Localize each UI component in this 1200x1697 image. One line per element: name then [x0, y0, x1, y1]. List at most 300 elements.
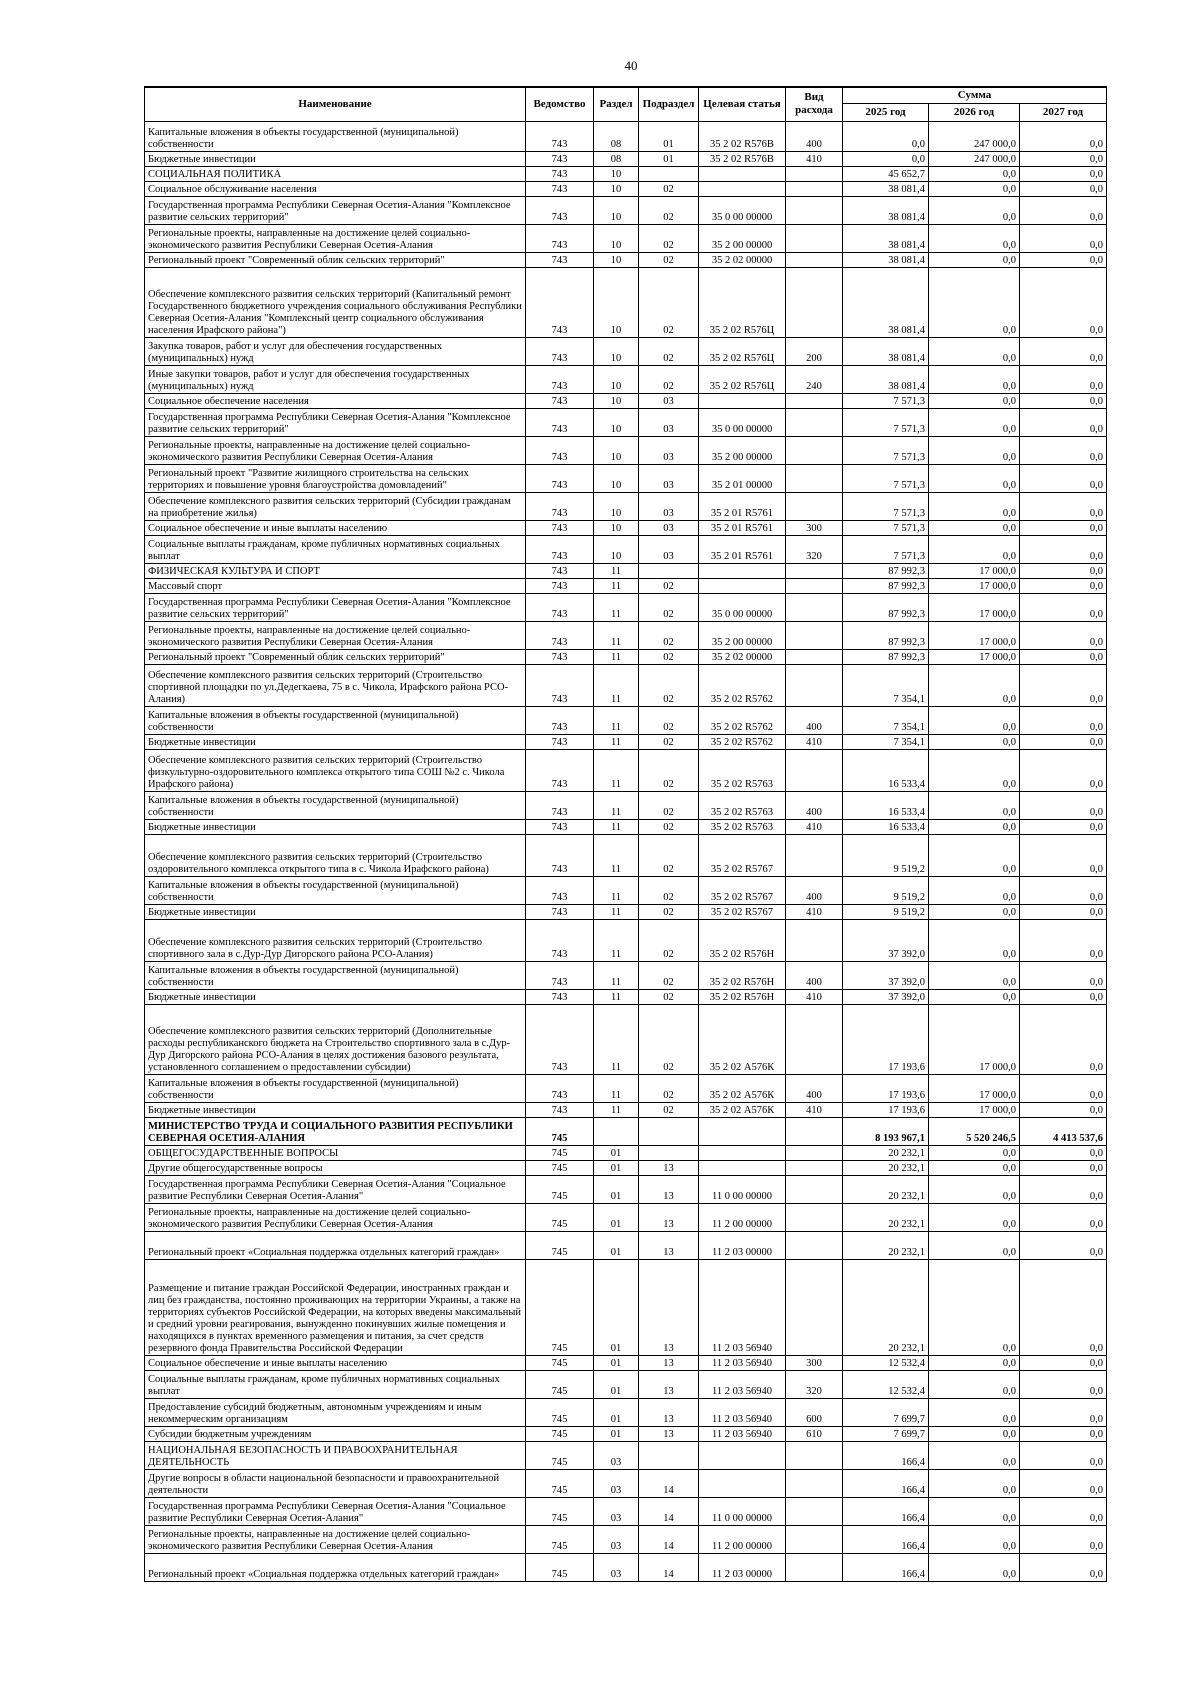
cell-2026: 0,0 — [929, 734, 1020, 749]
cell-2025: 7 571,3 — [843, 436, 929, 464]
cell-dept: 743 — [526, 706, 594, 734]
cell-2027: 0,0 — [1020, 1441, 1107, 1469]
cell-section: 01 — [594, 1355, 639, 1370]
cell-exp-type: 610 — [786, 1426, 843, 1441]
cell-section: 10 — [594, 535, 639, 563]
cell-2025: 7 354,1 — [843, 734, 929, 749]
cell-exp-type: 410 — [786, 734, 843, 749]
cell-2027: 0,0 — [1020, 1525, 1107, 1553]
cell-2025: 7 571,3 — [843, 408, 929, 436]
cell-target: 11 2 00 00000 — [699, 1525, 786, 1553]
cell-name: Обеспечение комплексного развития сельских территорий (Строительство оздоровительного комплекса открытого типа в с. Чикола Ирафского района) — [145, 834, 526, 876]
cell-dept: 745 — [526, 1441, 594, 1469]
cell-2026: 0,0 — [929, 876, 1020, 904]
cell-target — [699, 578, 786, 593]
cell-section: 01 — [594, 1231, 639, 1259]
cell-name: Бюджетные инвестиции — [145, 734, 526, 749]
cell-name: Региональные проекты, направленные на достижение целей социально-экономического развития Республики Северная Осетия-Алания — [145, 224, 526, 252]
cell-2027: 0,0 — [1020, 749, 1107, 791]
cell-section: 11 — [594, 819, 639, 834]
cell-dept: 743 — [526, 649, 594, 664]
cell-subsection: 13 — [639, 1370, 699, 1398]
cell-2025: 7 571,3 — [843, 535, 929, 563]
table-row — [145, 706, 1107, 734]
cell-2025: 38 081,4 — [843, 267, 929, 337]
cell-2025: 20 232,1 — [843, 1175, 929, 1203]
cell-2025: 8 193 967,1 — [843, 1117, 929, 1145]
cell-name: ОБЩЕГОСУДАРСТВЕННЫЕ ВОПРОСЫ — [145, 1145, 526, 1160]
cell-name: Иные закупки товаров, работ и услуг для обеспечения государственных (муниципальных) нужд — [145, 365, 526, 393]
cell-section: 11 — [594, 1102, 639, 1117]
table-row — [145, 224, 1107, 252]
cell-2027: 0,0 — [1020, 876, 1107, 904]
cell-name: Капитальные вложения в объекты государственной (муниципальной) собственности — [145, 1074, 526, 1102]
cell-name: Капитальные вложения в объекты государственной (муниципальной) собственности — [145, 791, 526, 819]
cell-2025: 38 081,4 — [843, 196, 929, 224]
cell-2025: 20 232,1 — [843, 1160, 929, 1175]
cell-dept: 743 — [526, 267, 594, 337]
cell-section: 01 — [594, 1175, 639, 1203]
cell-subsection: 02 — [639, 904, 699, 919]
cell-2025: 166,4 — [843, 1441, 929, 1469]
cell-section: 11 — [594, 621, 639, 649]
cell-2027: 0,0 — [1020, 196, 1107, 224]
cell-exp-type: 410 — [786, 1102, 843, 1117]
cell-2025: 7 699,7 — [843, 1398, 929, 1426]
cell-2026: 0,0 — [929, 492, 1020, 520]
cell-2026: 247 000,0 — [929, 151, 1020, 166]
cell-2026: 0,0 — [929, 791, 1020, 819]
table-row — [145, 919, 1107, 961]
cell-exp-type: 410 — [786, 989, 843, 1004]
cell-dept: 743 — [526, 621, 594, 649]
table-row — [145, 664, 1107, 706]
cell-2026: 247 000,0 — [929, 121, 1020, 151]
cell-name: Социальные выплаты гражданам, кроме публичных нормативных социальных выплат — [145, 535, 526, 563]
cell-subsection: 03 — [639, 408, 699, 436]
cell-section: 11 — [594, 706, 639, 734]
table-row — [145, 1398, 1107, 1426]
cell-name: Бюджетные инвестиции — [145, 819, 526, 834]
cell-2027: 0,0 — [1020, 464, 1107, 492]
cell-name: НАЦИОНАЛЬНАЯ БЕЗОПАСНОСТЬ И ПРАВООХРАНИТЕЛЬНАЯ ДЕЯТЕЛЬНОСТЬ — [145, 1441, 526, 1469]
cell-name: Региональный проект «Социальная поддержка отдельных категорий граждан» — [145, 1553, 526, 1581]
cell-2026: 0,0 — [929, 267, 1020, 337]
cell-name: Региональные проекты, направленные на достижение целей социально-экономического развития Республики Северная Осетия-Алания — [145, 1525, 526, 1553]
cell-2025: 20 232,1 — [843, 1259, 929, 1355]
table-row — [145, 563, 1107, 578]
cell-2025: 0,0 — [843, 121, 929, 151]
cell-subsection: 02 — [639, 919, 699, 961]
cell-section: 11 — [594, 734, 639, 749]
cell-2027: 0,0 — [1020, 151, 1107, 166]
cell-2027: 0,0 — [1020, 578, 1107, 593]
cell-dept: 743 — [526, 121, 594, 151]
cell-dept: 743 — [526, 819, 594, 834]
cell-2026: 0,0 — [929, 1175, 1020, 1203]
cell-section: 11 — [594, 664, 639, 706]
cell-target — [699, 1469, 786, 1497]
cell-2027: 0,0 — [1020, 224, 1107, 252]
table-row — [145, 834, 1107, 876]
cell-dept: 743 — [526, 1004, 594, 1074]
cell-target: 35 0 00 00000 — [699, 196, 786, 224]
cell-2026: 0,0 — [929, 1145, 1020, 1160]
cell-2025: 12 532,4 — [843, 1355, 929, 1370]
cell-dept: 743 — [526, 876, 594, 904]
cell-section: 01 — [594, 1259, 639, 1355]
cell-dept: 743 — [526, 436, 594, 464]
cell-name: МИНИСТЕРСТВО ТРУДА И СОЦИАЛЬНОГО РАЗВИТИЯ РЕСПУБЛИКИ СЕВЕРНАЯ ОСЕТИЯ-АЛАНИЯ — [145, 1117, 526, 1145]
cell-2027: 0,0 — [1020, 834, 1107, 876]
cell-section: 10 — [594, 224, 639, 252]
cell-section: 11 — [594, 1004, 639, 1074]
cell-name: Капитальные вложения в объекты государственной (муниципальной) собственности — [145, 876, 526, 904]
cell-name: Другие вопросы в области национальной безопасности и правоохранительной деятельности — [145, 1469, 526, 1497]
cell-2026: 0,0 — [929, 393, 1020, 408]
cell-target — [699, 393, 786, 408]
header-name: Наименование — [145, 87, 526, 121]
cell-name: Капитальные вложения в объекты государственной (муниципальной) собственности — [145, 706, 526, 734]
cell-name: Региональный проект "Современный облик сельских территорий" — [145, 649, 526, 664]
cell-exp-type — [786, 196, 843, 224]
cell-section: 01 — [594, 1145, 639, 1160]
table-row — [145, 365, 1107, 393]
table-row — [145, 1117, 1107, 1145]
cell-name: Предоставление субсидий бюджетным, автономным учреждениям и иным некоммерческим организациям — [145, 1398, 526, 1426]
cell-section: 10 — [594, 196, 639, 224]
cell-target: 11 2 03 56940 — [699, 1426, 786, 1441]
cell-exp-type — [786, 224, 843, 252]
cell-subsection: 02 — [639, 734, 699, 749]
cell-dept: 743 — [526, 1102, 594, 1117]
table-row — [145, 593, 1107, 621]
table-row — [145, 492, 1107, 520]
cell-section: 11 — [594, 834, 639, 876]
cell-exp-type — [786, 1160, 843, 1175]
cell-subsection: 02 — [639, 834, 699, 876]
cell-2026: 0,0 — [929, 196, 1020, 224]
cell-2027: 0,0 — [1020, 1160, 1107, 1175]
cell-name: Социальное обеспечение населения — [145, 393, 526, 408]
cell-dept: 743 — [526, 464, 594, 492]
cell-2025: 87 992,3 — [843, 578, 929, 593]
cell-section: 11 — [594, 1074, 639, 1102]
cell-section: 10 — [594, 408, 639, 436]
cell-section: 03 — [594, 1497, 639, 1525]
cell-2026: 17 000,0 — [929, 1074, 1020, 1102]
cell-section: 01 — [594, 1203, 639, 1231]
cell-section: 10 — [594, 337, 639, 365]
cell-2025: 20 232,1 — [843, 1203, 929, 1231]
cell-dept: 745 — [526, 1160, 594, 1175]
cell-exp-type — [786, 621, 843, 649]
cell-exp-type — [786, 1004, 843, 1074]
cell-2027: 0,0 — [1020, 1175, 1107, 1203]
table-row — [145, 393, 1107, 408]
cell-target: 11 0 00 00000 — [699, 1497, 786, 1525]
cell-2025: 7 571,3 — [843, 520, 929, 535]
table-row — [145, 436, 1107, 464]
table-row — [145, 621, 1107, 649]
cell-2027: 0,0 — [1020, 1004, 1107, 1074]
cell-2027: 0,0 — [1020, 649, 1107, 664]
cell-2026: 0,0 — [929, 1259, 1020, 1355]
cell-2027: 0,0 — [1020, 436, 1107, 464]
cell-target: 11 2 03 00000 — [699, 1553, 786, 1581]
cell-exp-type — [786, 919, 843, 961]
table-row — [145, 1469, 1107, 1497]
cell-2026: 17 000,0 — [929, 1102, 1020, 1117]
table-row — [145, 1004, 1107, 1074]
cell-section: 11 — [594, 578, 639, 593]
cell-subsection: 02 — [639, 876, 699, 904]
cell-name: Обеспечение комплексного развития сельских территорий (Строительство физкультурно-оздоровительного комплекса открытого типа СОШ №2 с. Чикола Ирафского района) — [145, 749, 526, 791]
cell-dept: 745 — [526, 1203, 594, 1231]
cell-exp-type: 410 — [786, 819, 843, 834]
cell-2026: 0,0 — [929, 535, 1020, 563]
cell-2027: 0,0 — [1020, 734, 1107, 749]
cell-subsection: 14 — [639, 1553, 699, 1581]
cell-subsection: 02 — [639, 961, 699, 989]
cell-subsection: 02 — [639, 649, 699, 664]
cell-2027: 0,0 — [1020, 664, 1107, 706]
cell-section: 11 — [594, 749, 639, 791]
cell-2026: 0,0 — [929, 520, 1020, 535]
cell-2027: 0,0 — [1020, 393, 1107, 408]
budget-table — [144, 86, 1107, 1582]
table-row — [145, 961, 1107, 989]
cell-target: 35 2 02 R576Н — [699, 961, 786, 989]
cell-exp-type — [786, 578, 843, 593]
cell-2026: 0,0 — [929, 1160, 1020, 1175]
cell-target: 35 2 02 R576Н — [699, 989, 786, 1004]
table-row — [145, 408, 1107, 436]
cell-2026: 0,0 — [929, 181, 1020, 196]
cell-2025: 87 992,3 — [843, 649, 929, 664]
cell-name: Субсидии бюджетным учреждениям — [145, 1426, 526, 1441]
cell-target — [699, 1160, 786, 1175]
table-row — [145, 1160, 1107, 1175]
cell-dept: 745 — [526, 1553, 594, 1581]
cell-target — [699, 1145, 786, 1160]
table-row — [145, 535, 1107, 563]
cell-subsection: 02 — [639, 337, 699, 365]
cell-2026: 0,0 — [929, 904, 1020, 919]
cell-dept: 743 — [526, 563, 594, 578]
cell-section: 10 — [594, 520, 639, 535]
cell-2026: 0,0 — [929, 224, 1020, 252]
cell-2026: 17 000,0 — [929, 593, 1020, 621]
table-row — [145, 876, 1107, 904]
cell-exp-type — [786, 664, 843, 706]
cell-target: 35 2 02 R5763 — [699, 791, 786, 819]
cell-dept: 743 — [526, 393, 594, 408]
cell-exp-type — [786, 436, 843, 464]
cell-subsection: 13 — [639, 1355, 699, 1370]
cell-subsection: 14 — [639, 1525, 699, 1553]
cell-dept: 743 — [526, 181, 594, 196]
cell-name: Региональные проекты, направленные на достижение целей социально-экономического развития Республики Северная Осетия-Алания — [145, 436, 526, 464]
cell-2026: 17 000,0 — [929, 563, 1020, 578]
cell-section: 11 — [594, 649, 639, 664]
cell-exp-type — [786, 1469, 843, 1497]
cell-exp-type — [786, 1259, 843, 1355]
cell-subsection: 02 — [639, 252, 699, 267]
cell-subsection: 03 — [639, 393, 699, 408]
table-row — [145, 791, 1107, 819]
table-row — [145, 649, 1107, 664]
cell-2026: 0,0 — [929, 1441, 1020, 1469]
cell-subsection: 02 — [639, 224, 699, 252]
cell-2026: 17 000,0 — [929, 621, 1020, 649]
cell-name: СОЦИАЛЬНАЯ ПОЛИТИКА — [145, 166, 526, 181]
cell-2027: 0,0 — [1020, 267, 1107, 337]
header-exp-type: Вид расхода — [786, 87, 843, 121]
cell-2025: 45 652,7 — [843, 166, 929, 181]
header-year-2026: 2026 год — [929, 103, 1020, 121]
cell-subsection: 13 — [639, 1175, 699, 1203]
cell-target: 35 0 00 00000 — [699, 408, 786, 436]
cell-section: 08 — [594, 151, 639, 166]
cell-subsection: 02 — [639, 791, 699, 819]
cell-2025: 9 519,2 — [843, 876, 929, 904]
cell-subsection: 02 — [639, 181, 699, 196]
table-row — [145, 1203, 1107, 1231]
cell-2025: 16 533,4 — [843, 819, 929, 834]
header-section: Раздел — [594, 87, 639, 121]
cell-2025: 7 699,7 — [843, 1426, 929, 1441]
cell-subsection: 01 — [639, 151, 699, 166]
cell-2026: 0,0 — [929, 166, 1020, 181]
cell-2026: 0,0 — [929, 1497, 1020, 1525]
cell-subsection: 03 — [639, 436, 699, 464]
cell-section: 11 — [594, 791, 639, 819]
cell-target: 35 2 02 R5763 — [699, 819, 786, 834]
cell-subsection: 02 — [639, 706, 699, 734]
table-header — [145, 87, 1107, 121]
table-row — [145, 1497, 1107, 1525]
table-row — [145, 1102, 1107, 1117]
cell-dept: 745 — [526, 1259, 594, 1355]
cell-2026: 0,0 — [929, 819, 1020, 834]
cell-2027: 0,0 — [1020, 181, 1107, 196]
table-row — [145, 578, 1107, 593]
cell-target: 35 2 02 R576Ц — [699, 267, 786, 337]
table-row — [145, 819, 1107, 834]
cell-name: Государственная программа Республики Северная Осетия-Алания "Комплексное развитие сельских территорий" — [145, 196, 526, 224]
cell-target: 35 2 01 R5761 — [699, 492, 786, 520]
cell-exp-type — [786, 1497, 843, 1525]
cell-dept: 743 — [526, 166, 594, 181]
cell-dept: 743 — [526, 337, 594, 365]
cell-section: 11 — [594, 904, 639, 919]
cell-2025: 87 992,3 — [843, 563, 929, 578]
cell-dept: 745 — [526, 1398, 594, 1426]
cell-2027: 0,0 — [1020, 337, 1107, 365]
cell-2025: 17 193,6 — [843, 1074, 929, 1102]
cell-target: 35 2 02 А576К — [699, 1102, 786, 1117]
table-row — [145, 1259, 1107, 1355]
cell-2027: 0,0 — [1020, 593, 1107, 621]
cell-dept: 743 — [526, 749, 594, 791]
cell-2026: 0,0 — [929, 706, 1020, 734]
cell-2025: 17 193,6 — [843, 1004, 929, 1074]
cell-2025: 9 519,2 — [843, 904, 929, 919]
cell-subsection: 02 — [639, 1004, 699, 1074]
cell-exp-type: 300 — [786, 520, 843, 535]
cell-2026: 0,0 — [929, 408, 1020, 436]
cell-subsection: 02 — [639, 267, 699, 337]
cell-2027: 0,0 — [1020, 1102, 1107, 1117]
header-subsection: Подраздел — [639, 87, 699, 121]
cell-dept: 745 — [526, 1497, 594, 1525]
cell-name: Социальные выплаты гражданам, кроме публичных нормативных социальных выплат — [145, 1370, 526, 1398]
cell-name: Обеспечение комплексного развития сельских территорий (Строительство спортивной площадки по ул.Дедегкаева, 75 в с. Чикола, Ирафского района РСО-Алания) — [145, 664, 526, 706]
cell-subsection — [639, 1441, 699, 1469]
cell-2026: 0,0 — [929, 989, 1020, 1004]
cell-target: 35 0 00 00000 — [699, 593, 786, 621]
cell-section: 01 — [594, 1160, 639, 1175]
cell-dept: 743 — [526, 664, 594, 706]
table-row — [145, 1370, 1107, 1398]
cell-name: Государственная программа Республики Северная Осетия-Алания "Социальное развитие Республики Северная Осетия-Алания" — [145, 1497, 526, 1525]
cell-subsection: 14 — [639, 1469, 699, 1497]
cell-section: 11 — [594, 919, 639, 961]
cell-dept: 743 — [526, 492, 594, 520]
cell-exp-type — [786, 1117, 843, 1145]
cell-2027: 0,0 — [1020, 1553, 1107, 1581]
cell-2025: 37 392,0 — [843, 961, 929, 989]
table-row — [145, 1231, 1107, 1259]
cell-2026: 0,0 — [929, 1426, 1020, 1441]
header-dept: Ведомство — [526, 87, 594, 121]
cell-subsection: 02 — [639, 578, 699, 593]
cell-exp-type — [786, 464, 843, 492]
cell-subsection: 02 — [639, 621, 699, 649]
cell-dept: 743 — [526, 252, 594, 267]
table-row — [145, 904, 1107, 919]
cell-target: 35 2 02 R5763 — [699, 749, 786, 791]
cell-subsection: 03 — [639, 535, 699, 563]
cell-2025: 9 519,2 — [843, 834, 929, 876]
cell-2026: 0,0 — [929, 252, 1020, 267]
cell-2025: 12 532,4 — [843, 1370, 929, 1398]
cell-name: Государственная программа Республики Северная Осетия-Алания "Социальное развитие Республики Северная Осетия-Алания" — [145, 1175, 526, 1203]
header-year-2025: 2025 год — [843, 103, 929, 121]
cell-name: Закупка товаров, работ и услуг для обеспечения государственных (муниципальных) нужд — [145, 337, 526, 365]
cell-2025: 38 081,4 — [843, 365, 929, 393]
cell-name: Обеспечение комплексного развития сельских территорий (Строительство спортивного зала в с.Дур-Дур Дигорского района РСО-Алания) — [145, 919, 526, 961]
cell-dept: 743 — [526, 989, 594, 1004]
cell-subsection: 02 — [639, 593, 699, 621]
cell-target: 35 2 00 00000 — [699, 436, 786, 464]
cell-section: 11 — [594, 961, 639, 989]
cell-exp-type: 410 — [786, 904, 843, 919]
cell-exp-type — [786, 1145, 843, 1160]
cell-target: 35 2 02 R5762 — [699, 706, 786, 734]
cell-target: 35 2 01 R5761 — [699, 520, 786, 535]
cell-exp-type: 400 — [786, 961, 843, 989]
cell-dept: 743 — [526, 408, 594, 436]
cell-2026: 5 520 246,5 — [929, 1117, 1020, 1145]
cell-name: Бюджетные инвестиции — [145, 904, 526, 919]
cell-exp-type — [786, 492, 843, 520]
cell-exp-type — [786, 593, 843, 621]
cell-subsection: 03 — [639, 520, 699, 535]
cell-exp-type — [786, 181, 843, 196]
table-row — [145, 181, 1107, 196]
